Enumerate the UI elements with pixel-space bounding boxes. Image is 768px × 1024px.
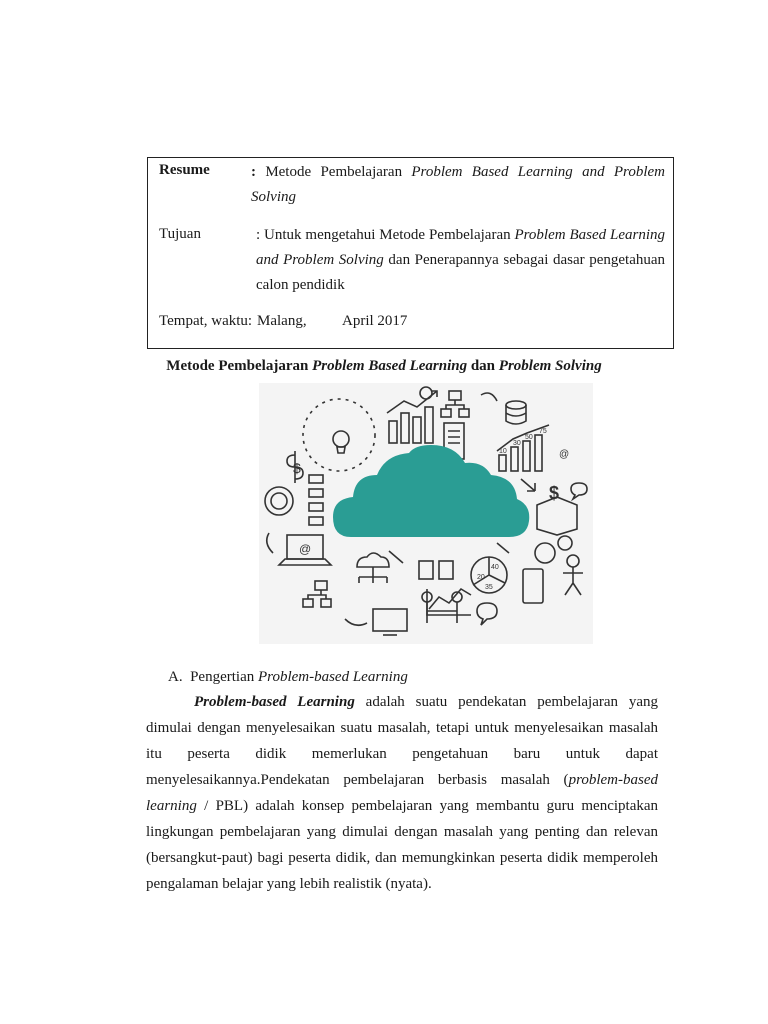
- label-at-right: @: [559, 449, 570, 460]
- hierarchy-icon: [303, 581, 331, 607]
- pie-right-icon: [535, 543, 555, 563]
- label-75: 75: [539, 428, 547, 435]
- heading-italic-ps: Problem Solving: [498, 358, 602, 374]
- label-30: 30: [513, 440, 521, 447]
- paragraph-italic-mid: problem-based learning: [146, 772, 658, 814]
- resume-separator: :: [251, 164, 256, 180]
- tag-list-icon: [309, 475, 323, 525]
- section-title: [168, 669, 408, 686]
- person-icon: [563, 555, 583, 595]
- resume-label: Resume: [159, 162, 210, 178]
- target-icon: [265, 487, 293, 515]
- paragraph-lead: Problem-based Learning: [194, 694, 355, 710]
- people-circle-icon: [303, 399, 375, 471]
- arrow-right-icon: [521, 479, 535, 491]
- tujuan-suffix: dan Penerapannya sebagai dasar pengetahuan calon pendidik: [256, 252, 666, 293]
- tujuan-value: [256, 223, 665, 298]
- label-dollar-left: $: [293, 460, 301, 476]
- arrow-icon: [481, 393, 497, 401]
- heading-italic-pbl: Problem Based Learning: [312, 358, 468, 374]
- resume-info-box: [147, 157, 674, 349]
- database-icon: [506, 401, 526, 424]
- section-prefix: Pengertian: [190, 669, 255, 685]
- paragraph-part1: adalah suatu pendekatan pembelajaran yang dimulai dengan menyelesaikan suatu masalah, tetapi untuk menyelesaikan masalah itu peserta didik memerlukan pengetahuan baru untuk dapat menyelesaikannya.Pendekatan pembelajaran berbasis masalah (: [146, 694, 659, 788]
- label-35: 35: [485, 584, 493, 591]
- resume-prefix: Metode Pembelajaran: [265, 164, 403, 180]
- tujuan-separator: :: [256, 227, 261, 243]
- label-20: 20: [477, 574, 485, 581]
- label-50: 50: [525, 434, 533, 441]
- network-cloud-icon: [357, 553, 389, 567]
- learning-cloud-illustration: [259, 383, 593, 644]
- tujuan-prefix: Untuk mengetahui Metode Pembelajaran: [264, 227, 511, 243]
- phone-icon: [523, 569, 543, 603]
- cloud-icon: [333, 445, 529, 537]
- document-heading: [0, 358, 768, 375]
- label-dollar-right: $: [549, 483, 560, 503]
- paragraph-part2: / PBL) adalah konsep pembelajaran yang membantu guru menciptakan lingkungan pembelajaran yang dimulai dengan masalah yang penting dan relevan (bersangkut-paut) bagi peserta didik, dan memungkinkan peserta didik memperoleh pengalaman belajar yang lebih realistik (nyata).: [146, 798, 659, 892]
- section-marker: A.: [168, 669, 183, 685]
- tempat-value: Malang,: [257, 313, 307, 329]
- people-handshake-icon: [422, 592, 462, 623]
- label-10: 10: [499, 448, 507, 455]
- monitor-icon: [373, 609, 407, 631]
- lightbulb-icon: [333, 431, 349, 447]
- tempat-label: Tempat, waktu:: [159, 313, 253, 329]
- label-at-laptop: @: [299, 542, 312, 556]
- illustration-svg: [259, 383, 593, 644]
- section-italic: Problem-based Learning: [258, 669, 408, 685]
- gear-right-icon: [558, 536, 572, 550]
- tempat-date: April 2017: [342, 313, 408, 329]
- tujuan-label: Tujuan: [159, 226, 201, 242]
- resume-title-italic: Problem Based Learning and Problem Solving: [251, 164, 665, 205]
- body-paragraph: [146, 689, 658, 897]
- heading-prefix: Metode Pembelajaran: [166, 358, 309, 374]
- speech-bubble-icon: [477, 603, 497, 625]
- label-40: 40: [491, 564, 499, 571]
- resume-value: [251, 160, 665, 210]
- heading-middle: dan: [470, 358, 496, 374]
- tujuan-italic: Problem Based Learning and Problem Solving: [256, 227, 665, 268]
- chat-icon: [571, 483, 587, 499]
- document-icon: [419, 561, 433, 579]
- gear-icon: [420, 387, 432, 399]
- sitemap-icon: [441, 391, 469, 417]
- arrow-return-icon: [345, 619, 367, 625]
- arrow-down-icon: [389, 551, 403, 563]
- curved-arrow-icon: [267, 533, 273, 553]
